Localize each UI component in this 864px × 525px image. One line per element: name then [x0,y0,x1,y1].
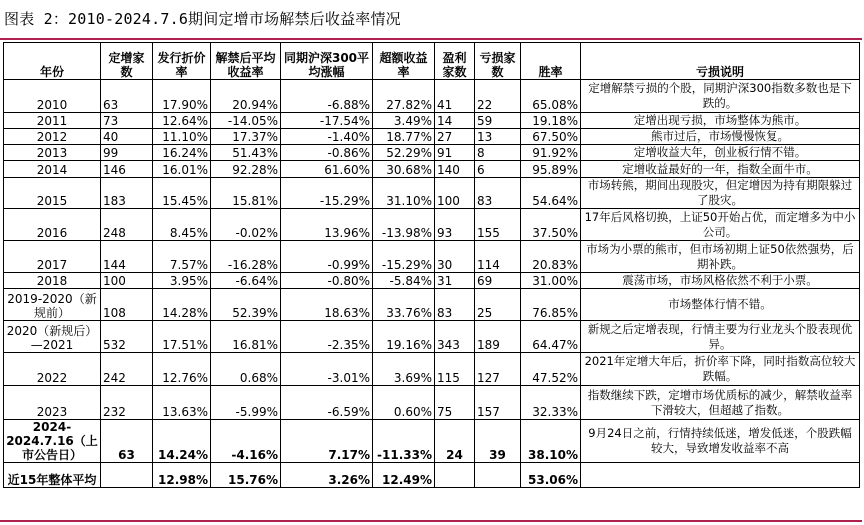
header-loss-count: 亏损家数 [475,43,521,80]
profit-count-cell: 41 [435,80,475,113]
header-count: 定增家数 [101,43,153,80]
excess-cell: -15.29% [373,241,435,273]
profit-count-cell: 115 [435,353,475,386]
table-row [4,161,860,178]
hs300-cell: -1.40% [281,129,373,145]
return-cell: -0.02% [211,209,281,241]
return-cell: 15.81% [211,178,281,209]
win-rate-cell: 76.85% [521,289,581,321]
loss-note-cell: 17年后风格切换，上证50开始占优，而定增多为中小公司。 [581,209,860,241]
header-win-rate: 胜率 [521,43,581,80]
loss-count-cell: 157 [475,386,521,420]
table-row [4,420,860,463]
return-cell: 52.39% [211,289,281,321]
count-cell: 232 [101,386,153,420]
hs300-cell: -0.86% [281,145,373,161]
loss-count-cell: 39 [475,420,521,463]
discount-cell: 8.45% [153,209,211,241]
year-cell: 2019-2020（新规前） [4,289,101,321]
header-year: 年份 [4,43,101,80]
count-cell: 242 [101,353,153,386]
loss-count-cell: 8 [475,145,521,161]
loss-note-cell: 市场转熊，期间出现股灾，但定增因为持有期限躲过了股灾。 [581,178,860,209]
profit-count-cell: 140 [435,161,475,178]
hs300-cell: -2.35% [281,321,373,353]
loss-count-cell: 155 [475,209,521,241]
win-rate-cell: 37.50% [521,209,581,241]
profit-count-cell: 91 [435,145,475,161]
loss-count-cell: 22 [475,80,521,113]
excess-cell: -13.98% [373,209,435,241]
win-rate-cell: 47.52% [521,353,581,386]
year-cell: 近15年整体平均 [4,463,101,488]
excess-cell: 12.49% [373,463,435,488]
count-cell [101,463,153,488]
loss-note-cell: 熊市过后，市场慢慢恢复。 [581,129,860,145]
discount-cell: 11.10% [153,129,211,145]
win-rate-cell: 53.06% [521,463,581,488]
loss-note-cell: 定增收益大年，创业板行情不错。 [581,145,860,161]
profit-count-cell [435,463,475,488]
return-cell: -6.64% [211,273,281,289]
loss-count-cell: 69 [475,273,521,289]
hs300-cell: 61.60% [281,161,373,178]
discount-cell: 16.24% [153,145,211,161]
header-row [4,43,860,80]
discount-cell: 14.24% [153,420,211,463]
return-cell: -14.05% [211,113,281,129]
discount-cell: 7.57% [153,241,211,273]
loss-count-cell: 114 [475,241,521,273]
return-cell: -5.99% [211,386,281,420]
table-row [4,145,860,161]
excess-cell: -11.33% [373,420,435,463]
header-hs300: 同期沪深300平均涨幅 [281,43,373,80]
return-cell: 0.68% [211,353,281,386]
excess-cell: 31.10% [373,178,435,209]
win-rate-cell: 20.83% [521,241,581,273]
profit-count-cell: 75 [435,386,475,420]
table-row [4,353,860,386]
top-divider [0,38,862,40]
discount-cell: 15.45% [153,178,211,209]
win-rate-cell: 38.10% [521,420,581,463]
loss-count-cell: 25 [475,289,521,321]
return-cell: 16.81% [211,321,281,353]
header-excess: 超额收益率 [373,43,435,80]
profit-count-cell: 343 [435,321,475,353]
excess-cell: 18.77% [373,129,435,145]
count-cell: 100 [101,273,153,289]
year-cell: 2013 [4,145,101,161]
profit-count-cell: 93 [435,209,475,241]
discount-cell: 17.90% [153,80,211,113]
discount-cell: 3.95% [153,273,211,289]
loss-note-cell: 定增收益最好的一年，指数全面牛市。 [581,161,860,178]
loss-note-cell: 市场为小票的熊市，但市场初期上证50依然强势，后期补跌。 [581,241,860,273]
year-cell: 2015 [4,178,101,209]
count-cell: 183 [101,178,153,209]
header-discount: 发行折价率 [153,43,211,80]
count-cell: 108 [101,289,153,321]
loss-note-cell: 定增出现亏损，市场整体为熊市。 [581,113,860,129]
return-cell: 51.43% [211,145,281,161]
bottom-divider [0,520,862,522]
win-rate-cell: 31.00% [521,273,581,289]
table-row [4,463,860,488]
profit-count-cell: 100 [435,178,475,209]
year-cell: 2022 [4,353,101,386]
loss-note-cell: 指数继续下跌，定增市场优质标的减少，解禁收益率下滑较大，但超越了指数。 [581,386,860,420]
table-row [4,129,860,145]
loss-note-cell: 2021年定增大年后，折价率下降，同时指数高位较大跌幅。 [581,353,860,386]
win-rate-cell: 65.08% [521,80,581,113]
excess-cell: 30.68% [373,161,435,178]
loss-count-cell: 6 [475,161,521,178]
count-cell: 73 [101,113,153,129]
return-cell: -4.16% [211,420,281,463]
figure-title: 图表 2：2010-2024.7.6期间定增市场解禁后收益率情况 [4,10,401,28]
loss-count-cell: 59 [475,113,521,129]
win-rate-cell: 32.33% [521,386,581,420]
win-rate-cell: 54.64% [521,178,581,209]
hs300-cell: 18.63% [281,289,373,321]
count-cell: 63 [101,420,153,463]
year-cell: 2020（新规后）—2021 [4,321,101,353]
loss-count-cell: 83 [475,178,521,209]
profit-count-cell: 31 [435,273,475,289]
hs300-cell: 13.96% [281,209,373,241]
profit-count-cell: 27 [435,129,475,145]
return-cell: 15.76% [211,463,281,488]
win-rate-cell: 91.92% [521,145,581,161]
return-cell: -16.28% [211,241,281,273]
excess-cell: 33.76% [373,289,435,321]
excess-cell: 3.69% [373,353,435,386]
hs300-cell: 7.17% [281,420,373,463]
profit-count-cell: 83 [435,289,475,321]
hs300-cell: 3.26% [281,463,373,488]
loss-count-cell: 13 [475,129,521,145]
hs300-cell: -6.88% [281,80,373,113]
loss-note-cell: 定增解禁亏损的个股，同期沪深300指数多数也是下跌的。 [581,80,860,113]
win-rate-cell: 67.50% [521,129,581,145]
discount-cell: 13.63% [153,386,211,420]
discount-cell: 12.64% [153,113,211,129]
year-cell: 2017 [4,241,101,273]
excess-cell: -5.84% [373,273,435,289]
year-cell: 2012 [4,129,101,145]
discount-cell: 12.76% [153,353,211,386]
win-rate-cell: 19.18% [521,113,581,129]
excess-cell: 0.60% [373,386,435,420]
count-cell: 146 [101,161,153,178]
hs300-cell: -3.01% [281,353,373,386]
header-loss-note: 亏损说明 [581,43,860,80]
count-cell: 40 [101,129,153,145]
table-row [4,241,860,273]
count-cell: 532 [101,321,153,353]
year-cell: 2014 [4,161,101,178]
count-cell: 63 [101,80,153,113]
discount-cell: 14.28% [153,289,211,321]
year-cell: 2010 [4,80,101,113]
return-cell: 20.94% [211,80,281,113]
hs300-cell: -0.80% [281,273,373,289]
discount-cell: 12.98% [153,463,211,488]
excess-cell: 3.49% [373,113,435,129]
year-cell: 2016 [4,209,101,241]
table-row [4,386,860,420]
loss-count-cell [475,463,521,488]
hs300-cell: -17.54% [281,113,373,129]
table-row [4,80,860,113]
win-rate-cell: 95.89% [521,161,581,178]
loss-count-cell: 189 [475,321,521,353]
excess-cell: 52.29% [373,145,435,161]
count-cell: 144 [101,241,153,273]
loss-note-cell: 9月24日之前，行情持续低迷，增发低迷，个股跌幅较大，导致增发收益率不高 [581,420,860,463]
profit-count-cell: 24 [435,420,475,463]
table-row [4,321,860,353]
discount-cell: 16.01% [153,161,211,178]
table-row [4,178,860,209]
count-cell: 248 [101,209,153,241]
table-row [4,209,860,241]
table-row [4,273,860,289]
profit-count-cell: 14 [435,113,475,129]
hs300-cell: -0.99% [281,241,373,273]
loss-count-cell: 127 [475,353,521,386]
loss-note-cell [581,463,860,488]
hs300-cell: -6.59% [281,386,373,420]
year-cell: 2023 [4,386,101,420]
table-row [4,113,860,129]
hs300-cell: -15.29% [281,178,373,209]
loss-note-cell: 震荡市场，市场风格依然不利于小票。 [581,273,860,289]
discount-cell: 17.51% [153,321,211,353]
data-table [3,42,860,488]
win-rate-cell: 64.47% [521,321,581,353]
return-cell: 17.37% [211,129,281,145]
loss-note-cell: 市场整体行情不错。 [581,289,860,321]
header-profit-count: 盈利家数 [435,43,475,80]
profit-count-cell: 30 [435,241,475,273]
year-cell: 2011 [4,113,101,129]
count-cell: 99 [101,145,153,161]
excess-cell: 19.16% [373,321,435,353]
loss-note-cell: 新规之后定增表现，行情主要为行业龙头个股表现优异。 [581,321,860,353]
year-cell: 2024-2024.7.16（上市公告日） [4,420,101,463]
year-cell: 2018 [4,273,101,289]
excess-cell: 27.82% [373,80,435,113]
table-row [4,289,860,321]
return-cell: 92.28% [211,161,281,178]
header-return: 解禁后平均收益率 [211,43,281,80]
